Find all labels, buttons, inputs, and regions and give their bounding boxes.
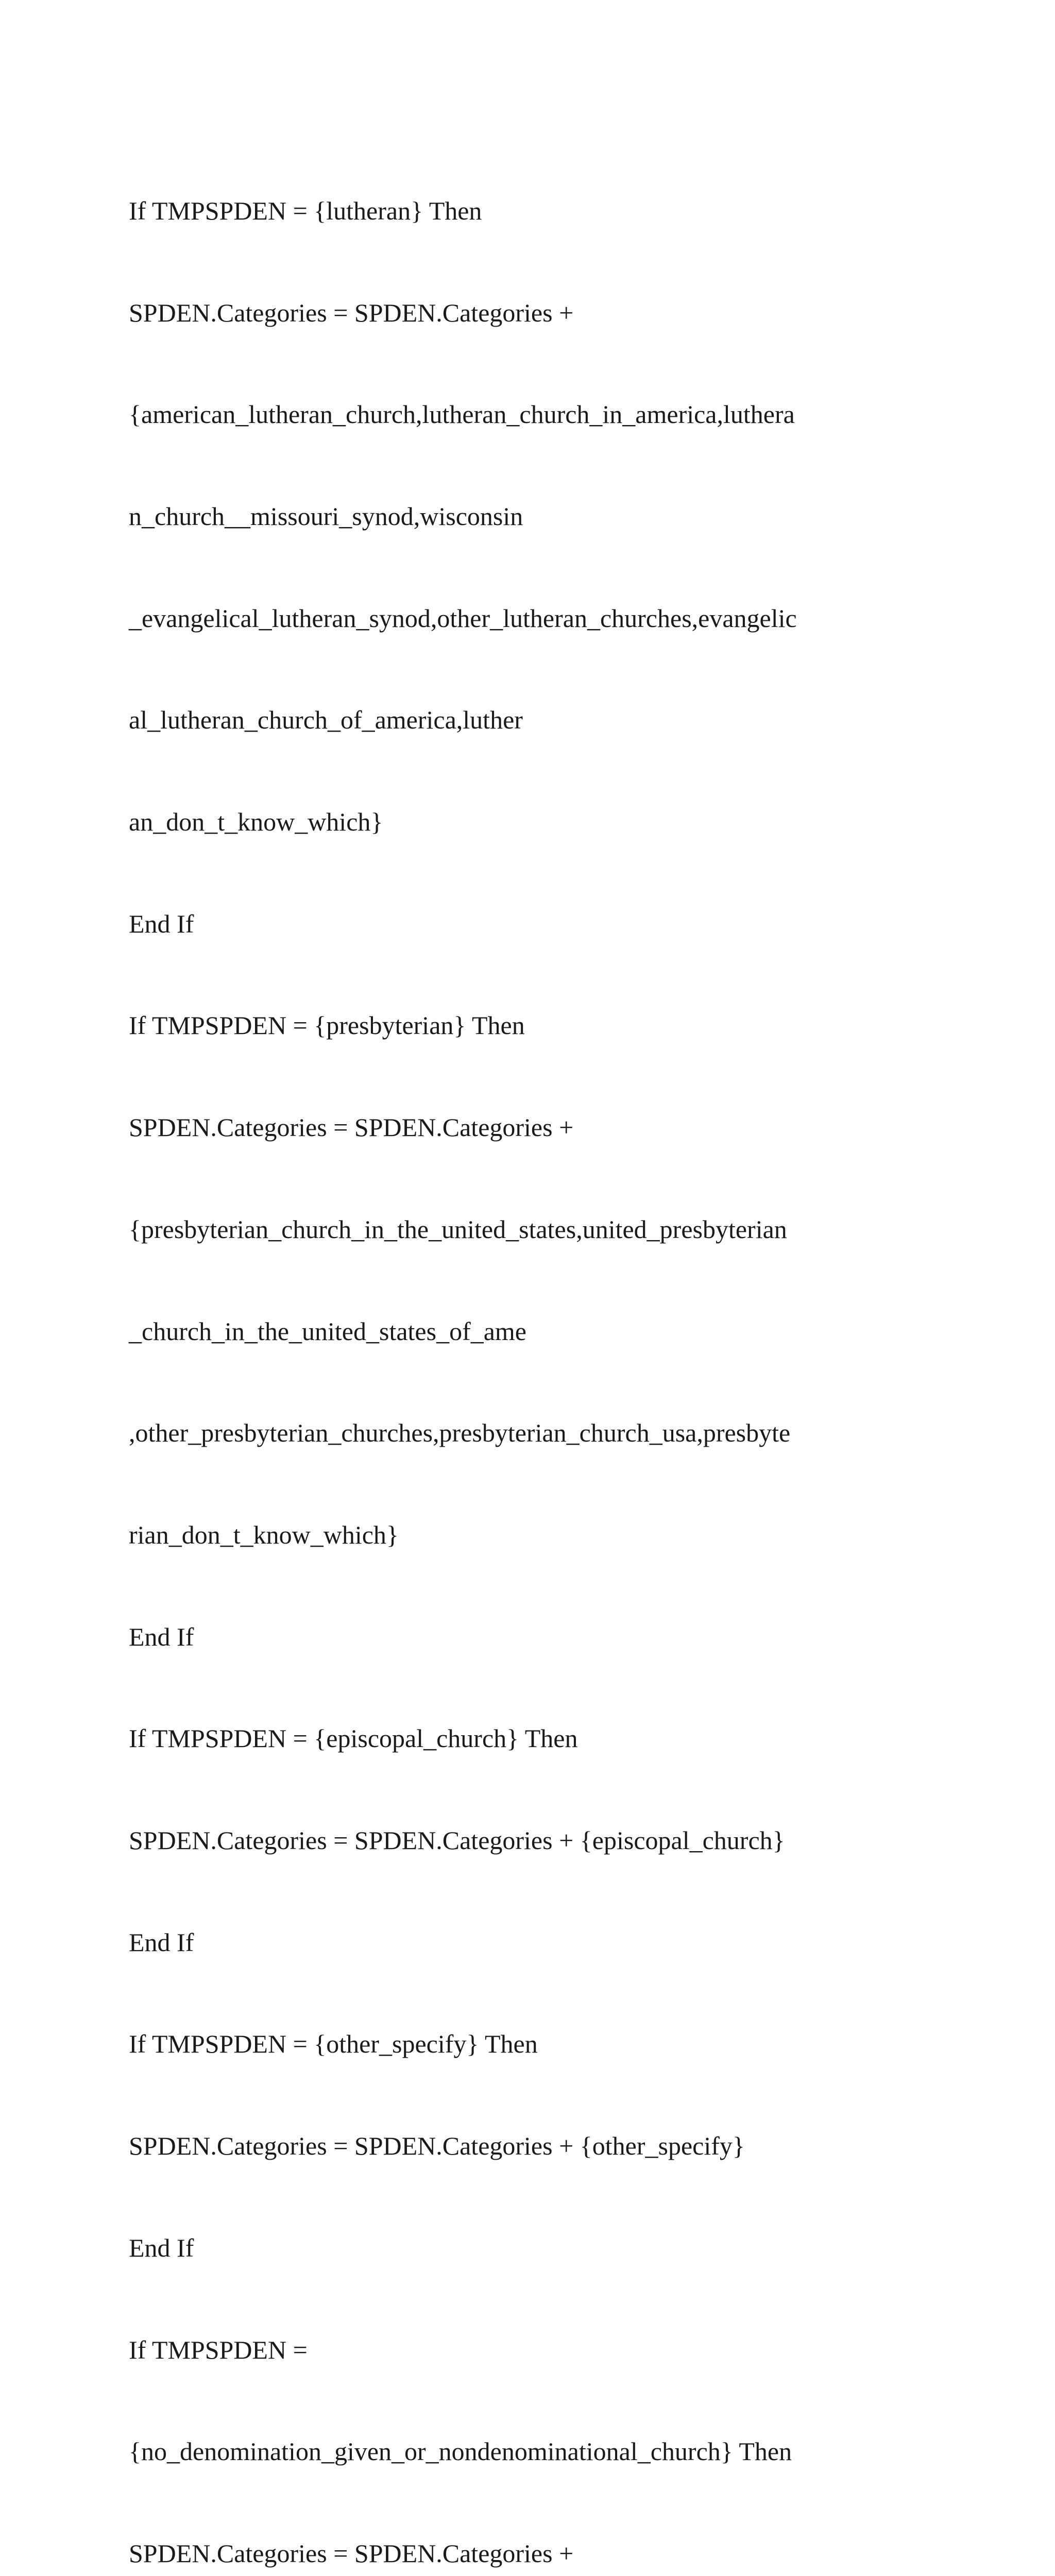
text-line: If TMPSPDEN = {presbyterian} Then [129,1011,525,1040]
text-line: End If [129,909,194,938]
text-line: SPDEN.Categories = SPDEN.Categories + [129,2538,574,2568]
text-line: If TMPSPDEN = {lutheran} Then [129,196,482,225]
text-line: If TMPSPDEN = [129,2335,308,2364]
text-line: an_don_t_know_which} [129,807,383,837]
text-line: End If [129,1622,194,1651]
text-line: _evangelical_lutheran_synod,other_lutheran_churches,evangelic [129,603,797,633]
text-line: End If [129,2233,194,2262]
text-line: SPDEN.Categories = SPDEN.Categories + {other_specify} [129,2131,745,2161]
text-line: End If [129,1927,194,1957]
text-line: n_church__missouri_synod,wisconsin [129,501,523,531]
text-line: SPDEN.Categories = SPDEN.Categories + {episcopal_church} [129,1826,785,1855]
text-line: SPDEN.Categories = SPDEN.Categories + [129,1113,574,1142]
code-text-block [129,126,932,2576]
text-line: If TMPSPDEN = {episcopal_church} Then [129,1724,578,1753]
text-line: rian_don_t_know_which} [129,1520,399,1549]
text-line: _church_in_the_united_states_of_ame [129,1316,526,1346]
text-line: {american_lutheran_church,lutheran_church_in_america,luthera [129,400,795,429]
text-line: ,other_presbyterian_churches,presbyterian_church_usa,presbyte [129,1418,791,1448]
text-line: SPDEN.Categories = SPDEN.Categories + [129,298,574,327]
text-line: al_lutheran_church_of_america,luther [129,705,523,735]
text-line: {no_denomination_given_or_nondenominational_church} Then [129,2437,792,2466]
text-line: {presbyterian_church_in_the_united_states,united_presbyterian [129,1214,787,1244]
text-line: If TMPSPDEN = {other_specify} Then [129,2029,538,2059]
